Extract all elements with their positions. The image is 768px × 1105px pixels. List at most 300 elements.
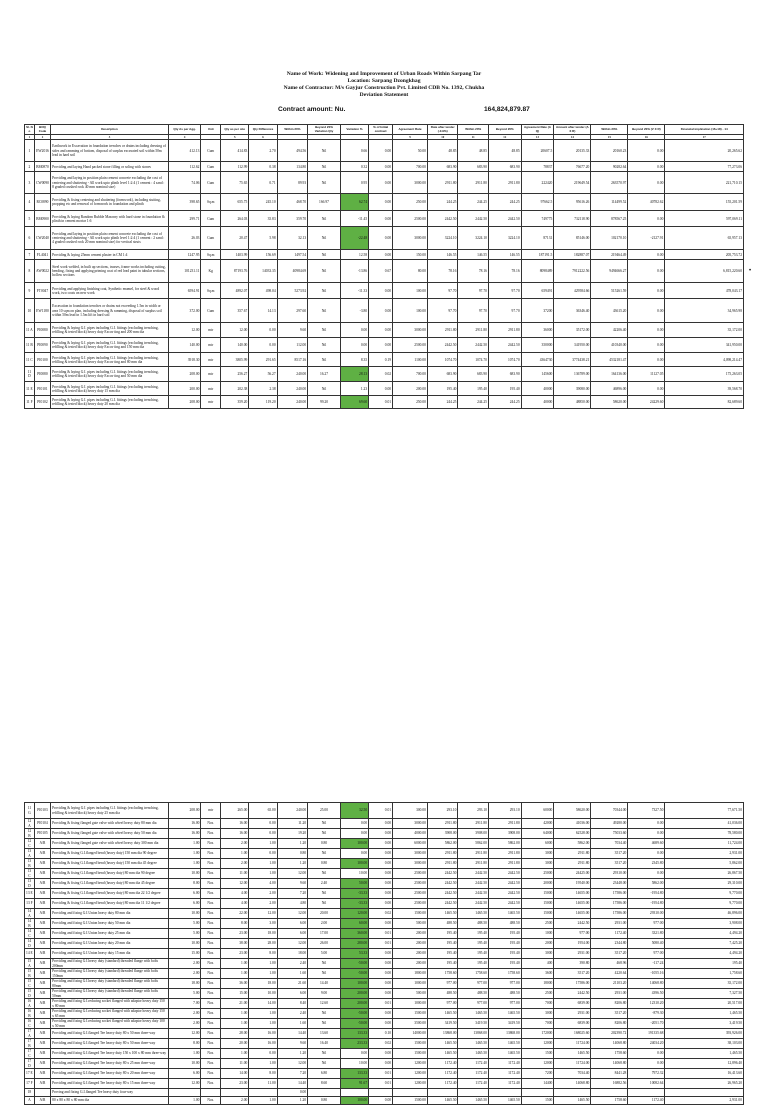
cell-boq-code: A/R — [34, 999, 50, 1009]
cell-variation: -50.00 — [340, 959, 368, 969]
table-row — [25, 1009, 744, 1019]
cell-agreement-rate: 3000.00 — [393, 172, 428, 194]
cell-financial: 221,710.15 — [665, 172, 744, 194]
cell-variation: 0.00 — [340, 829, 368, 839]
cell-beyond-rate: 195.40 — [488, 959, 521, 969]
cell-agreement-rate: 2500.00 — [393, 899, 428, 909]
cell-qty-site: 22.00 — [221, 909, 249, 919]
cell-within-rate: 2911.80 — [458, 172, 489, 194]
cell-rate-after: 1172.40 — [427, 1079, 458, 1089]
cell-qty-diff: 0.00 — [249, 819, 277, 829]
cell-within: 1.60 — [277, 1019, 308, 1029]
cell-qty-agg: 5.00 — [168, 989, 201, 999]
cell-within-amt — [591, 1089, 628, 1097]
cell-agreement-rate: 2500.00 — [393, 869, 428, 879]
cell-beyond-var: Nil — [308, 211, 341, 227]
cell-beyond-var: Nil — [308, 819, 341, 829]
table-row — [25, 367, 744, 382]
cell-description: Providing and fixing G.I.Union heavy duty 25 mm dia — [51, 929, 169, 939]
cell-unit: Nos. — [201, 1029, 221, 1039]
cell-boq-code: AW0022 — [34, 260, 50, 283]
cell-within: 112.00 — [277, 338, 308, 353]
cell-pct-initial: 0.00 — [369, 829, 393, 839]
cell-beyond-rate: 78.16 — [488, 260, 521, 283]
cell-beyond-var: 6.80 — [308, 1069, 341, 1079]
cell-unit: Nos. — [201, 1049, 221, 1059]
cell-boq-code: PI0105 — [34, 829, 50, 839]
cell-boq-code: A/R — [34, 1019, 50, 1029]
cell-beyond-rate: 1465.50 — [488, 1049, 521, 1059]
cell-qty-diff: 291.65 — [249, 353, 277, 367]
cell-beyond-var: Nil — [308, 162, 341, 172]
cell-variation: 8.35 — [340, 353, 368, 367]
cell-beyond-rate: 2442.50 — [488, 338, 521, 353]
cell-pct-initial: 0.00 — [369, 949, 393, 959]
cell-rate-after: 97.70 — [427, 299, 458, 323]
table-row — [25, 194, 744, 211]
cell-within-amt: 21103.20 — [591, 979, 628, 989]
cell-description: Providing & fixing G.I.flanged bend (heavy duty) 80 mm dia 22 1/2 degree — [51, 889, 169, 899]
cell-beyond-var: 166.97 — [308, 194, 341, 211]
cell-agreement-amt: 87131 — [521, 227, 554, 250]
cell-description: Providing and fixing G.I.Union heavy duty 50 mm dia — [51, 919, 169, 929]
cell-qty-agg: 15.00 — [168, 949, 201, 959]
cell-beyond-rate: 1172.40 — [488, 1079, 521, 1089]
cell-qty-diff: 245.10 — [249, 194, 277, 211]
cell-within: 6.00 — [277, 919, 308, 929]
cell-variation: 133.33 — [340, 1069, 368, 1079]
cell-beyond-amt: 0.00 — [628, 353, 665, 367]
col-beyond-rate: Beyond 20% — [488, 125, 521, 135]
cell-qty-agg: 2.00 — [168, 1019, 201, 1029]
cell-within-amt: 219464.49 — [591, 250, 628, 260]
cell-sl: 14 E — [25, 949, 35, 959]
cell-sl: 11 F — [25, 396, 35, 409]
cell-description: Providing and laying in position plain cement concrete excluding the cost of centering and shuttering - All work upto plinth level 1:2:4 (1 cement : 2 sand : 4 graded crushed rock 20 mm nominal size) for vertical struts — [51, 227, 169, 250]
cell-variation: 32.50 — [340, 803, 368, 819]
cell-qty-site: 36.00 — [221, 979, 249, 989]
cell-qty-site: 1.00 — [221, 1019, 249, 1029]
cell-qty-agg: 372.00 — [168, 299, 201, 323]
cell-beyond-amt: -2051.70 — [628, 1019, 665, 1029]
cell-within-rate: 488.50 — [458, 919, 489, 929]
cell-within-amt: 3517.20 — [591, 1009, 628, 1019]
cell-beyond-rate: 293.10 — [488, 803, 521, 819]
cell-within-amt: 164136.00 — [591, 367, 628, 382]
table-row — [25, 299, 744, 323]
cell-beyond-amt: -1954.80 — [628, 889, 665, 899]
cell-sl: 13 C — [25, 869, 35, 879]
cell-sl: 5 — [25, 211, 35, 227]
cell-qty-site: 21.00 — [221, 999, 249, 1009]
col-beyond-var: Beyond 20% Variation Qty — [308, 125, 341, 135]
col-amount-after: Amount after tender (A X R) — [554, 125, 591, 135]
cell-boq-code: A/R — [34, 959, 50, 969]
cell-beyond-rate: 1758.60 — [488, 969, 521, 979]
cell-amount-after: 732118.90 — [554, 211, 591, 227]
column-number: 9 — [393, 135, 428, 140]
cell-sl: 4 — [25, 194, 35, 211]
cell-beyond-rate: 683.90 — [488, 162, 521, 172]
cell-pct-initial: 0.00 — [369, 211, 393, 227]
cell-boq-code: A/R — [34, 1069, 50, 1079]
cell-description: Providing & fixing G.I.flanged bend (heavy duty) 150 mm dia 45 degree — [51, 859, 169, 869]
cell-qty-diff: 16.00 — [249, 1039, 277, 1049]
cell-amount-after: 35172.00 — [554, 323, 591, 338]
cell-financial: 1,465.50 — [665, 1049, 744, 1059]
cell-within-amt: 29310.00 — [591, 869, 628, 879]
cell-pct-initial: 0.00 — [369, 969, 393, 979]
cell-amount-after: 2442.50 — [554, 919, 591, 929]
cell-description: Providing & fixing flanged gate valve with wheel heavy duty 50 mm dia — [51, 829, 169, 839]
cell-qty-diff: 1.00 — [249, 1019, 277, 1029]
cell-qty-site: 1.00 — [221, 1009, 249, 1019]
cell-unit: Nos. — [201, 879, 221, 889]
cell-qty-agg: 1.00 — [168, 859, 201, 869]
cell-unit: Cum — [201, 227, 221, 250]
cell-beyond-amt — [628, 1089, 665, 1097]
cell-agreement-rate: 1000.00 — [393, 979, 428, 989]
cell-amount-after: 17586.00 — [554, 979, 591, 989]
cell-financial: 39,568.70 — [665, 382, 744, 396]
cell-amount-after: 136789.00 — [554, 367, 591, 382]
cell-qty-diff: 156.69 — [249, 250, 277, 260]
col-unit: Unit — [201, 125, 221, 135]
cell-description: Providing and laying Hand packed stone filling or soling with stones — [51, 162, 169, 172]
cell-financial: 1,758.60 — [665, 969, 744, 979]
cell-description: Excavation in foundation trenches or drains not exceeding 1.5m in width or area 10 sqm on plan, including dressing & ramming, disposal of surplus soil within 50m lead in 1.5m lift in hard soil — [51, 299, 169, 323]
cell-financial: 41,036.00 — [665, 819, 744, 829]
table-row — [25, 909, 744, 919]
cell-beyond-amt: 3321.80 — [628, 929, 665, 939]
cell-description: Providing & fixing G.I.flanged bend (heavy duty) 150 mm dia 90 degree — [51, 849, 169, 859]
cell-beyond-amt: 0.00 — [628, 211, 665, 227]
cell-sl: 11 E — [25, 382, 35, 396]
cell-description: Providing and fixing G.I.heavy duty (standard) threaded flange with bolts 200mm — [51, 959, 169, 969]
cell-pct-initial: 0.00 — [369, 849, 393, 859]
cell-within-rate: 1074.70 — [458, 353, 489, 367]
cell-pct-initial: 0.00 — [369, 1059, 393, 1069]
cell-within: 6.00 — [277, 989, 308, 999]
cell-agreement-amt: 187191.5 — [521, 250, 554, 260]
cell-pct-initial: 0.02 — [369, 1039, 393, 1049]
cell-pct-initial — [369, 1089, 393, 1097]
cell-rate-after: 195.40 — [427, 939, 458, 949]
cell-boq-code: A/R — [34, 1039, 50, 1049]
cell-agreement-amt: 659491 — [521, 283, 554, 299]
cell-boq-code: A/R — [34, 979, 50, 989]
cell-agreement-rate: 3000.00 — [393, 227, 428, 250]
cell-within: 14.40 — [277, 1029, 308, 1039]
cell-amount-after: 3517.20 — [554, 969, 591, 979]
cell-variation: -33.33 — [340, 889, 368, 899]
cell-qty-agg: 2.00 — [168, 959, 201, 969]
cell-within: 40984.69 — [277, 260, 308, 283]
cell-beyond-amt: 977.00 — [628, 949, 665, 959]
cell-amount-after: 182887.07 — [554, 250, 591, 260]
cell-boq-code: CW2040 — [34, 227, 50, 250]
cell-within: 1.20 — [277, 839, 308, 849]
cell-beyond-rate: 2911.80 — [488, 172, 521, 194]
cell-qty-diff: 16.00 — [249, 1029, 277, 1039]
cell-qty-site — [221, 1089, 249, 1097]
cell-beyond-rate: 195.40 — [488, 382, 521, 396]
cell-rate-after: 1465.50 — [427, 1049, 458, 1059]
cell-agreement-amt: 18000 — [521, 979, 554, 989]
cell-description: Providing & laying Random Rubble Masonry with hard stone in foundation & plinth in cement mortar 1:6 — [51, 211, 169, 227]
cell-sl: 18 — [25, 1089, 35, 1097]
cell-within: 4.80 — [277, 899, 308, 909]
cell-qty-diff: 0.71 — [249, 172, 277, 194]
cell-pct-initial: 0.00 — [369, 140, 393, 162]
cell-variation: 0.66 — [340, 140, 368, 162]
cell-within: 240.00 — [277, 396, 308, 409]
cell-financial: 34,965.98 — [665, 299, 744, 323]
cell-within-rate: 2442.50 — [458, 869, 489, 879]
cell-qty-agg: 7.00 — [168, 999, 201, 1009]
table-row — [25, 1097, 744, 1105]
cell-qty-site: 4.00 — [221, 899, 249, 909]
cell-beyond-amt: 0.00 — [628, 299, 665, 323]
table-row — [25, 1069, 744, 1079]
cell-qty-agg: 1.00 — [168, 1049, 201, 1059]
table-row — [25, 849, 744, 859]
cell-agreement-rate: 300.00 — [393, 803, 428, 819]
table-row — [25, 989, 744, 999]
cell-qty-site: 1.00 — [221, 1049, 249, 1059]
col-qty-diff: Qty Difference — [249, 125, 277, 135]
cell-within-rate: 1172.40 — [458, 1069, 489, 1079]
cell-pct-initial: 0.02 — [369, 909, 393, 919]
cell-beyond-rate: 2911.80 — [488, 323, 521, 338]
cell-within: 9.60 — [277, 323, 308, 338]
cell-beyond-amt: -2127.91 — [628, 227, 665, 250]
cell-qty-site: 11.00 — [221, 869, 249, 879]
cell-boq-code: A/R — [34, 1009, 50, 1019]
cell-pct-initial: 0.00 — [369, 194, 393, 211]
cell-agreement-amt: 12000 — [521, 1039, 554, 1049]
cell-qty-agg: 412.13 — [168, 140, 201, 162]
cell-within: 1.20 — [277, 1049, 308, 1059]
contract-amount-label: Contract amount: Nu. — [278, 106, 346, 113]
cell-beyond-rate: 146.55 — [488, 250, 521, 260]
cell-within: 240.00 — [277, 382, 308, 396]
cell-boq-code: A/R — [34, 859, 50, 869]
cell-pct-initial: 0.00 — [369, 1019, 393, 1029]
cell-boq-code: A/R — [34, 969, 50, 979]
cell-agreement-rate: 1200.00 — [393, 1059, 428, 1069]
cell-agreement-amt — [521, 1089, 554, 1097]
col-qty-agg: Qty As per Agg. — [168, 125, 201, 135]
column-number: 16 — [628, 135, 665, 140]
cell-beyond-var: Nil — [308, 260, 341, 283]
table-row — [25, 227, 744, 250]
cell-amount-after: 14068.80 — [554, 1079, 591, 1089]
cell-beyond-amt: 977.00 — [628, 919, 665, 929]
cell-beyond-var: 0.80 — [308, 839, 341, 849]
cell-qty-diff: 1.00 — [249, 959, 277, 969]
cell-within-amt: 17586.00 — [591, 899, 628, 909]
cell-within-amt: 2931.00 — [591, 989, 628, 999]
cell-variation: 280.00 — [340, 939, 368, 949]
cell-variation — [340, 1089, 368, 1097]
cell-rate-after: 195.40 — [427, 382, 458, 396]
table-row — [25, 1029, 744, 1039]
cell-beyond-rate: 2442.50 — [488, 889, 521, 899]
cell-amount-after: 14655.00 — [554, 899, 591, 909]
cell-agreement-rate: 1500.00 — [393, 1097, 428, 1105]
cell-pct-initial: 0.19 — [369, 353, 393, 367]
cell-variation: -13.86 — [340, 260, 368, 283]
cell-description: Providing and fixing G.I.heavy duty (standard) threaded flange with bolts 80mm — [51, 979, 169, 989]
cell-financial: 175,263.05 — [665, 367, 744, 382]
cell-within-rate: 3908.00 — [458, 829, 489, 839]
cell-beyond-rate: 195.40 — [488, 929, 521, 939]
cell-within-amt: 43615.20 — [591, 299, 628, 323]
cell-within: 89.93 — [277, 172, 308, 194]
cell-within-rate: 2442.50 — [458, 879, 489, 889]
cell-amount-after: 11724.00 — [554, 1039, 591, 1049]
col-rate-after: Rate after tender (-0.9%) — [427, 125, 458, 135]
cell-agreement-rate: 3000.00 — [393, 323, 428, 338]
cell-beyond-rate: 3224.10 — [488, 227, 521, 250]
cell-beyond-rate: 1465.50 — [488, 1009, 521, 1019]
cell-financial: 78,580.00 — [665, 829, 744, 839]
cell-beyond-rate: 3908.00 — [488, 829, 521, 839]
cell-agreement-rate: 1100.00 — [393, 353, 428, 367]
cell-unit: mtr — [201, 382, 221, 396]
cell-financial: 26,867.50 — [665, 869, 744, 879]
cell-sl: 13 B — [25, 859, 35, 869]
cell-beyond-amt: 7972.32 — [628, 1069, 665, 1079]
cell-amount-after: 36346.40 — [554, 299, 591, 323]
cell-qty-site: 23.00 — [221, 929, 249, 939]
cell-agreement-rate: 3000.00 — [393, 849, 428, 859]
cell-agreement-amt: 400 — [521, 959, 554, 969]
cell-qty-diff: 0.00 — [249, 323, 277, 338]
cell-within-rate: 977.00 — [458, 979, 489, 989]
cell-rate-after: 2442.50 — [427, 879, 458, 889]
cell-agreement-amt: 1500 — [521, 1097, 554, 1105]
cell-qty-site: 15.00 — [221, 989, 249, 999]
cell-pct-initial: 0.01 — [369, 396, 393, 409]
cell-agreement-rate: 80.00 — [393, 260, 428, 283]
cell-within: 8.40 — [277, 999, 308, 1009]
cell-within-amt: 8206.80 — [591, 1019, 628, 1029]
cell-qty-diff: 11.00 — [249, 1079, 277, 1089]
cell-description: Providing & fixing flanged gate valve with wheel heavy duty 300 mm dia — [51, 839, 169, 849]
cell-pct-initial: 0.01 — [369, 803, 393, 819]
cell-qty-agg: 16.00 — [168, 829, 201, 839]
cell-pct-initial: 0.01 — [369, 999, 393, 1009]
cell-beyond-amt: 0.00 — [628, 140, 665, 162]
cell-rate-after: 1465.50 — [427, 1097, 458, 1105]
cell-qty-agg: 5.00 — [168, 929, 201, 939]
cell-unit: Nos. — [201, 1019, 221, 1029]
cell-variation: 0.32 — [340, 162, 368, 172]
cell-beyond-rate: 683.90 — [488, 367, 521, 382]
cell-rate-after: 2911.80 — [427, 323, 458, 338]
cell-qty-site: 264.03 — [221, 211, 249, 227]
cell-sl: 15 D — [25, 989, 35, 999]
cell-qty-diff: 18.00 — [249, 929, 277, 939]
cell-variation: 0.00 — [340, 849, 368, 859]
cell-boq-code: PI0101 — [34, 382, 50, 396]
cell-description: Earthwork in Excavation in foundation trenches or drains including dressing of sides and ramming of bottom, disposal of surplus excavated soil within 50m lead in hard soil — [51, 140, 169, 162]
cell-boq-code: A/R — [34, 889, 50, 899]
cell-pct-initial: 0.00 — [369, 1049, 393, 1059]
cell-financial: 12,896.40 — [665, 1059, 744, 1069]
cell-pct-initial: 0.00 — [369, 979, 393, 989]
cell-agreement-rate: 250.00 — [393, 396, 428, 409]
cell-qty-agg: 10.00 — [168, 939, 201, 949]
cell-variation: -11.45 — [340, 211, 368, 227]
col-agreement-rate: Agreement Rate — [393, 125, 428, 135]
cell-boq-code: EW1180 — [34, 299, 50, 323]
cell-within-rate: 3224.10 — [458, 227, 489, 250]
cell-qty-agg: 12.00 — [168, 323, 201, 338]
cell-amount-after: 1465.50 — [554, 1097, 591, 1105]
cell-boq-code: A/R — [34, 839, 50, 849]
cell-description: Providing and applying finishing coat, Synthetic enamel, for steel & wood work, two coats on new work — [51, 283, 169, 299]
cell-qty-agg — [168, 1089, 201, 1097]
cell-boq-code: PI0100 — [34, 353, 50, 367]
cell-beyond-var: Nil — [308, 899, 341, 909]
col-variation: Variation % — [340, 125, 368, 135]
cell-beyond-rate: 3419.50 — [488, 1019, 521, 1029]
cell-within-rate: 244.25 — [458, 194, 489, 211]
cell-description: Providing and laying in position plain cement concrete excluding the cost of centering and shuttering - All work upto plinth level 1:2:4 (1 cement : 4 sand : 8 graded crushed rock 40 mm nominal size) — [51, 172, 169, 194]
cell-financial: 2,931.00 — [665, 849, 744, 859]
cell-within-rate: 5862.00 — [458, 839, 489, 849]
cell-variation: 12.58 — [340, 250, 368, 260]
cell-pct-initial: 0.00 — [369, 1097, 393, 1105]
cell-variation: 69.60 — [340, 396, 368, 409]
cell-qty-diff: 2.00 — [249, 889, 277, 899]
cell-variation: 100.00 — [340, 1097, 368, 1105]
cell-qty-agg: 208.00 — [168, 367, 201, 382]
cell-within-amt: 14068.80 — [591, 1039, 628, 1049]
cell-agreement-amt: 15000 — [521, 909, 554, 919]
cell-beyond-rate: 2911.80 — [488, 819, 521, 829]
cell-pct-initial: 0.00 — [369, 250, 393, 260]
cell-boq-code: FT0047 — [34, 283, 50, 299]
cell-sl: 15 A — [25, 959, 35, 969]
cell-pct-initial: 0.00 — [369, 899, 393, 909]
cell-unit: mtr — [201, 803, 221, 819]
cell-financial: 77,273.06 — [665, 162, 744, 172]
cell-within-amt: 23448.00 — [591, 879, 628, 889]
cell-description: Providing and fixing G.I.heavy duty (standard) threaded flange with bolts 50mm — [51, 989, 169, 999]
cell-qty-diff: 4.00 — [249, 879, 277, 889]
cell-variation: 60.00 — [340, 919, 368, 929]
cell-qty-diff — [249, 1089, 277, 1097]
cell-amount-after: 2442.50 — [554, 989, 591, 999]
cell-beyond-var: 2.40 — [308, 879, 341, 889]
cell-qty-site: 1403.99 — [221, 250, 249, 260]
cell-within: 11.20 — [277, 819, 308, 829]
cell-within: 240.00 — [277, 803, 308, 819]
cell-boq-code: PI0102 — [34, 396, 50, 409]
cell-qty-diff: 35.83 — [249, 211, 277, 227]
cell-within-amt: 4532181.47 — [591, 353, 628, 367]
cell-financial: 597,069.11 — [665, 211, 744, 227]
cell-unit: Cum — [201, 140, 221, 162]
cell-agreement-amt: 4364730 — [521, 353, 554, 367]
cell-beyond-var: Nil — [308, 140, 341, 162]
cell-agreement-rate: 200.00 — [393, 929, 428, 939]
cell-qty-site: 2.00 — [221, 839, 249, 849]
